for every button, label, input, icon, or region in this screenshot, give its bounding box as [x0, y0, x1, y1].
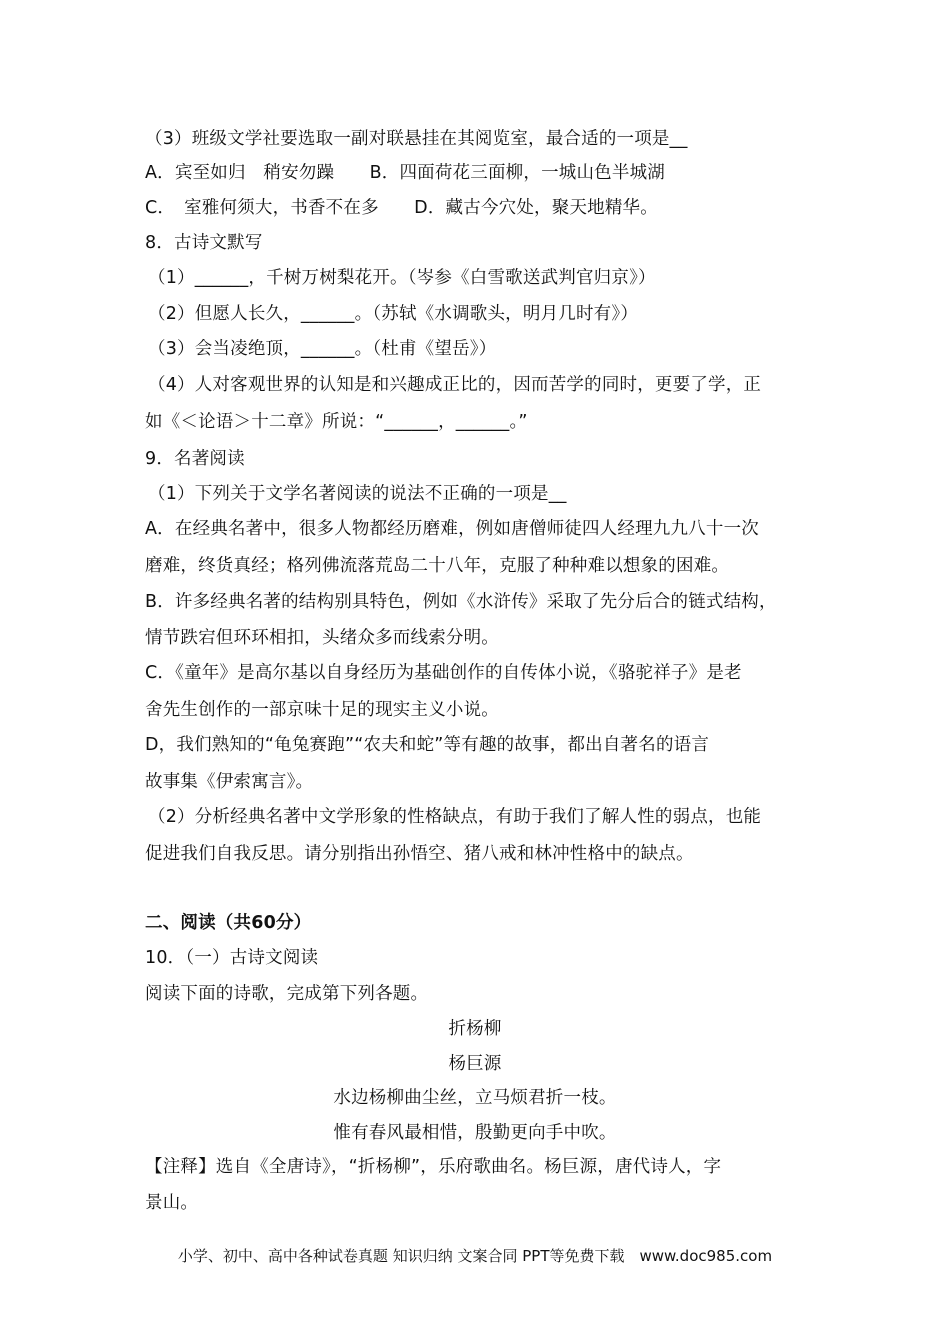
question-8-4-line1: （4）人对客观世界的认知是和兴趣成正比的，因而苦学的同时，更要了学，正: [148, 375, 762, 395]
question-10-intro: 阅读下面的诗歌，完成第下列各题。: [145, 984, 429, 1004]
question-9-1-option-d-line1: D，我们熟知的“龟兔赛跑”“农夫和蛇”等有趣的故事，都出自著名的语言: [145, 735, 710, 755]
question-7-3-options-cd: C． 室雅何须大，书香不在多 D．藏古今穴处，聚天地精华。: [145, 198, 658, 218]
question-8-title: 8．古诗文默写: [145, 233, 263, 253]
poem-note-line2: 景山。: [145, 1193, 199, 1213]
question-7-3: （3）班级文学社要选取一副对联悬挂在其阅览室，最合适的一项是__: [145, 129, 688, 149]
page-footer: 小学、初中、高中各种试卷真题 知识归纳 文案合同 PPT等免费下载 www.doc985.com: [177, 1247, 773, 1265]
question-9-1-option-a-line1: A．在经典名著中，很多人物都经历磨难，例如唐僧师徒四人经理九九八十一次: [145, 519, 759, 539]
poem-line-1: 水边杨柳曲尘丝，立马烦君折一枝。: [333, 1088, 617, 1108]
poem-author: 杨巨源: [448, 1054, 502, 1074]
question-9-1-option-d-line2: 故事集《伊索寓言》。: [145, 772, 314, 792]
question-9-1: （1）下列关于文学名著阅读的说法不正确的一项是__: [148, 484, 567, 504]
question-9-1-option-b-line2: 情节跌宕但环环相扣，头绪众多而线索分明。: [145, 628, 499, 648]
poem-title: 折杨柳: [448, 1019, 502, 1039]
question-9-2-line2: 促进我们自我反思。请分别指出孙悟空、猪八戒和林冲性格中的缺点。: [145, 844, 694, 864]
poem-line-2: 惟有春风最相惜，殷勤更向手中吹。: [333, 1123, 617, 1143]
question-9-1-option-a-line2: 磨难，终货真经；格列佛流落荒岛二十八年，克服了种种难以想象的困难。: [145, 556, 730, 576]
question-8-1: （1）______，千树万树梨花开。（岑参《白雪歌送武判官归京》）: [148, 268, 656, 288]
question-8-2: （2）但愿人长久，______。（苏轼《水调歌头，明月几时有》）: [148, 304, 639, 324]
question-8-4-line2: 如《＜论语＞十二章》所说：“______，______。”: [145, 412, 528, 432]
question-9-2-line1: （2）分析经典名著中文学形象的性格缺点，有助于我们了解人性的弱点，也能: [148, 807, 762, 827]
question-9-1-option-c-line2: 舍先生创作的一部京味十足的现实主义小说。: [145, 700, 499, 720]
question-8-3: （3）会当凌绝顶，______。（杜甫《望岳》）: [148, 339, 497, 359]
question-7-3-options-ab: A．宾至如归 稍安勿躁 B．四面荷花三面柳，一城山色半城湖: [145, 163, 665, 183]
question-10-title: 10．（一）古诗文阅读: [145, 948, 319, 968]
section-2-heading: 二、阅读（共60分）: [145, 913, 312, 933]
question-9-title: 9．名著阅读: [145, 449, 245, 469]
question-9-1-option-c-line1: C．《童年》是高尔基以自身经历为基础创作的自传体小说，《骆驼祥子》是老: [145, 663, 742, 683]
question-9-1-option-b-line1: B．许多经典名著的结构别具特色，例如《水浒传》采取了先分后合的链式结构，: [145, 592, 777, 612]
poem-note-line1: 【注释】选自《全唐诗》，“折杨柳”，乐府歌曲名。杨巨源，唐代诗人，字: [145, 1157, 722, 1177]
